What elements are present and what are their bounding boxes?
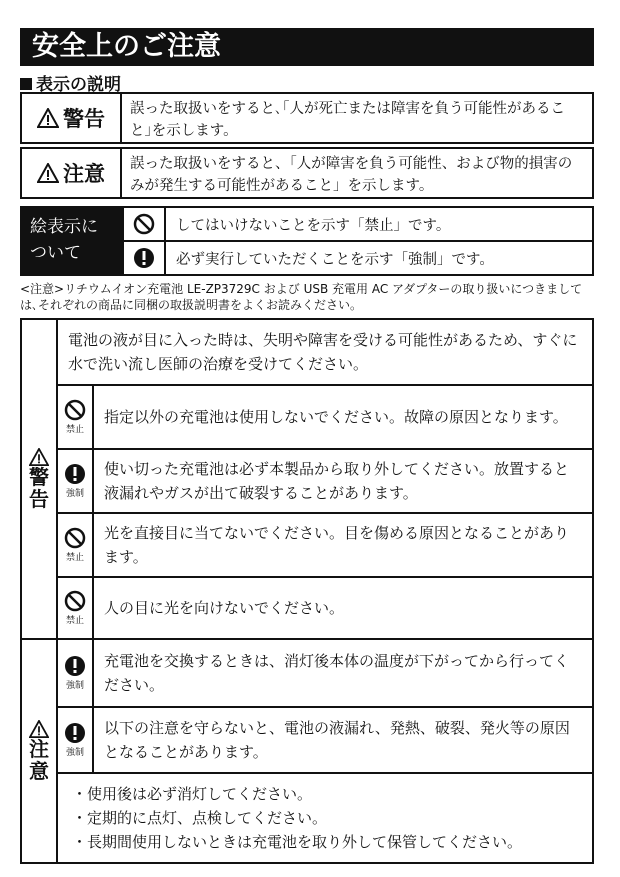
prohibition-icon: [64, 590, 86, 612]
note-text: <注意>リチウムイオン充電池 LE-ZP3729C および USB 充電用 AC アダプターの取り扱いにつきましては､それぞれの商品に同梱の取扱説明書をよくお読みください。: [20, 282, 583, 312]
warning-row: 禁止 光を直接目に当てないでください。目を傷める原因となることがあります。: [58, 512, 592, 576]
prohibition-icon: [64, 527, 86, 549]
warning-row: 電池の液が目に入った時は、失明や障害を受ける可能性があるため、すぐに水で洗い流し医師の治療を受けてください。: [68, 331, 578, 373]
prohibition-icon: [133, 213, 155, 235]
safety-table: [20, 318, 594, 864]
caution-vertical-label: 注 意: [22, 640, 58, 862]
warning-row: 禁止 人の目に光を向けないでください。: [58, 576, 592, 638]
square-bullet-icon: [20, 78, 32, 90]
warning-section: [22, 320, 592, 638]
bullet-item: ・長期間使用しないときは充電池を取り外して保管してください。: [72, 833, 523, 851]
prohibition-icon: [64, 399, 86, 421]
pictogram-row: してはいけないことを示す「禁止」です。: [124, 208, 592, 240]
mandatory-icon: [64, 463, 86, 485]
definition-warning: [20, 92, 594, 144]
caution-section: [22, 640, 592, 862]
bullet-item: ・使用後は必ず消灯してください。: [72, 785, 313, 803]
page-title: 安全上のご注意: [20, 28, 594, 66]
definition-caution: [20, 147, 594, 199]
pictogram-row: 必ず実行していただくことを示す「強制」です。: [124, 240, 592, 274]
definition-text: 誤った取扱いをすると､｢人が死亡または障害を負う可能性があること｣を示します。: [130, 101, 565, 139]
definition-label: 警告: [22, 94, 122, 142]
definition-label: 注意: [22, 149, 122, 197]
caution-row: 強制 充電池を交換するときは、消灯後本体の温度が下がってから行ってください。: [58, 640, 592, 706]
warning-vertical-label: 警 告: [22, 320, 58, 638]
caution-row: 強制 以下の注意を守らないと、電池の液漏れ、発熱、破裂、発火等の原因となることがあります。: [58, 706, 592, 772]
mandatory-icon: [64, 655, 86, 677]
warning-triangle-icon: [37, 108, 59, 128]
warning-triangle-icon: [29, 720, 49, 738]
mandatory-icon: [64, 722, 86, 744]
subhead-text: 表示の説明: [36, 75, 121, 95]
warning-triangle-icon: [37, 163, 59, 183]
warning-row: 強制 使い切った充電池は必ず本製品から取り外してください。放置すると液漏れやガスが出て破裂することがあります。: [58, 448, 592, 512]
warning-row: 禁止 指定以外の充電池は使用しないでください。故障の原因となります。: [58, 384, 592, 448]
caution-bullets: [58, 772, 592, 862]
warning-triangle-icon: [29, 448, 49, 466]
definition-text: 誤った取扱いをすると、「人が障害を負う可能性、および物的損害のみが発生する可能性があること」を示します。: [130, 156, 573, 194]
bullet-item: ・定期的に点灯、点検してください。: [72, 809, 328, 827]
pictogram-legend: [20, 206, 594, 276]
pictogram-label: 絵表示に ついて: [20, 206, 124, 276]
mandatory-icon: [133, 247, 155, 269]
